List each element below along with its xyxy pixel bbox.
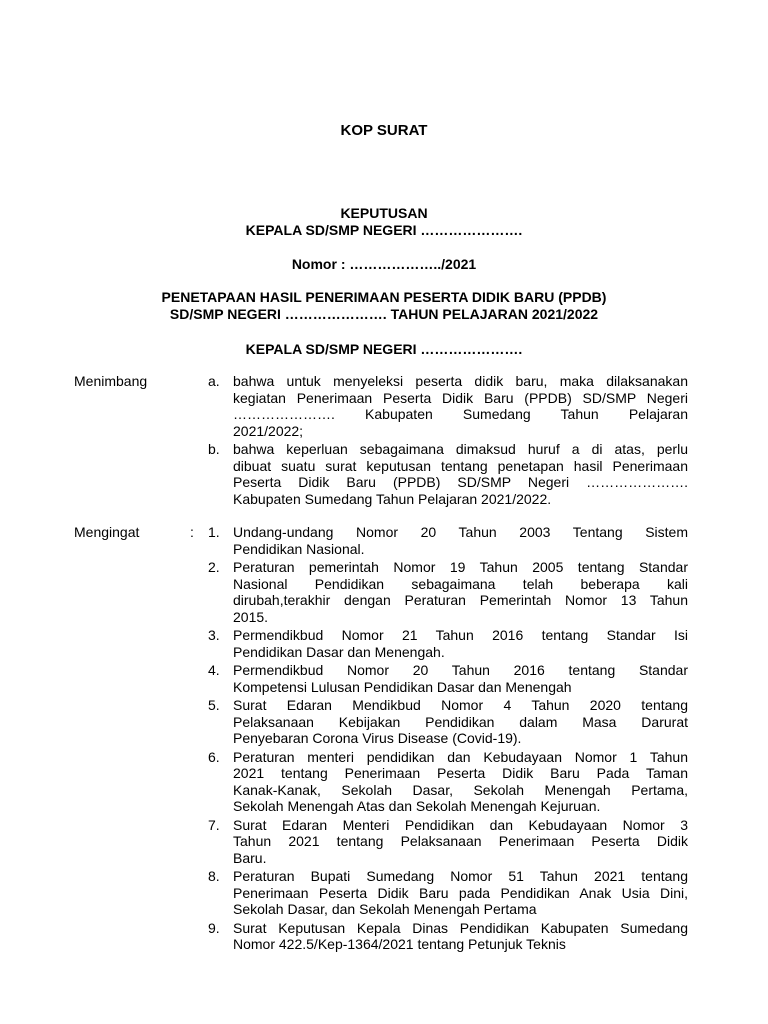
text-line: dirubah,terakhir dengan Peraturan Pemerintah Nomor 13 Tahun <box>233 592 688 608</box>
list-item-text <box>233 559 688 625</box>
text-line: Permendikbud Nomor 20 Tahun 2016 tentang Standar <box>233 662 688 678</box>
list-item <box>0 373 688 439</box>
penetapan-title-line2: SD/SMP NEGERI …………………. TAHUN PELAJARAN 2021/2022 <box>169 306 599 322</box>
list-item <box>0 749 688 815</box>
text-line: Sekolah Menengah Atas dan Sekolah Menengah Kejuruan. <box>233 798 601 814</box>
list-item <box>0 441 688 507</box>
list-marker: b. <box>208 441 220 457</box>
list-item <box>0 920 688 953</box>
list-item <box>0 524 688 557</box>
list-item-text <box>233 920 688 953</box>
text-line: Surat Edaran Menteri Pendidikan dan Kebudayaan Nomor 3 <box>233 816 688 833</box>
mengingat-label: Mengingat <box>74 524 140 540</box>
penetapan-title-line1: PENETAPAAN HASIL PENERIMAAN PESERTA DIDIK BARU (PPDB) <box>161 289 607 305</box>
list-item-text <box>233 524 688 557</box>
list-marker: 5. <box>208 697 220 713</box>
list-marker: 2. <box>208 559 220 575</box>
list-item <box>0 559 688 625</box>
text-line: Permendikbud Nomor 21 Tahun 2016 tentang Standar Isi <box>233 627 688 643</box>
text-line: Sekolah Dasar, dan Sekolah Menengah Pertama <box>233 901 537 917</box>
text-line: dibuat suatu surat keputusan tentang penetapan hasil Penerimaan <box>233 457 688 474</box>
list-item <box>0 627 688 660</box>
text-line: 2021 tentang Penerimaan Peserta Didik Baru Pada Taman <box>233 765 688 781</box>
menimbang-list <box>0 373 688 509</box>
list-marker: 9. <box>208 919 220 936</box>
text-line: Nomor 422.5/Kep-1364/2021 tentang Petunjuk Teknis <box>233 936 566 952</box>
text-line: Surat Edaran Mendikbud Nomor 4 Tahun 2020 tentang <box>233 697 688 713</box>
list-marker: 8. <box>208 868 220 884</box>
list-item-text <box>233 749 688 815</box>
text-line: Pelaksanaan Kebijakan Pendidikan dalam Masa Darurat <box>233 713 688 730</box>
list-item-text <box>233 697 688 747</box>
text-line: Penyebaran Corona Virus Disease (Covid-19). <box>233 730 522 746</box>
list-marker: 1. <box>208 524 220 540</box>
list-item-text <box>233 627 688 660</box>
list-item <box>0 817 688 867</box>
text-line: Nasional Pendidikan sebagaimana telah beberapa kali <box>233 575 688 592</box>
text-line: …………………. Kabupaten Sumedang Tahun Pelajaran <box>233 406 688 422</box>
list-item-text <box>233 817 688 867</box>
text-line: Tahun 2021 tentang Pelaksanaan Penerimaan Peserta Didik <box>233 833 688 849</box>
text-line: Undang-undang Nomor 20 Tahun 2003 Tentang Sistem <box>233 524 688 540</box>
mengingat-colon: : <box>190 524 194 540</box>
text-line: Pendidikan Dasar dan Menengah. <box>233 643 445 660</box>
list-item <box>0 868 688 918</box>
keputusan-title: KEPUTUSAN <box>340 205 428 221</box>
list-marker: 4. <box>208 662 220 678</box>
text-line: Pendidikan Nasional. <box>233 540 365 557</box>
menimbang-label: Menimbang <box>74 373 148 389</box>
list-marker: a. <box>208 373 220 389</box>
list-marker: 3. <box>208 627 220 643</box>
text-line: bahwa untuk menyeleksi peserta didik baru, maka dilaksanakan <box>233 373 688 389</box>
list-item-text <box>233 868 688 918</box>
text-line: bahwa keperluan sebagaimana dimaksud huruf a di atas, perlu <box>233 441 688 457</box>
kepala-sekolah-heading: KEPALA SD/SMP NEGERI …………………. <box>245 222 523 238</box>
text-line: Peraturan menteri pendidikan dan Kebudayaan Nomor 1 Tahun <box>233 748 688 765</box>
text-line: 2015. <box>233 608 269 625</box>
text-line: Kompetensi Lulusan Pendidikan Dasar dan Menengah <box>233 678 572 695</box>
text-line: Peraturan pemerintah Nomor 19 Tahun 2005 tentang Standar <box>233 559 688 575</box>
nomor-line: Nomor : ………………../2021 <box>291 256 477 272</box>
text-line: Peserta Didik Baru (PPDB) SD/SMP Negeri …………………. <box>233 474 688 490</box>
text-line: Surat Keputusan Kepala Dinas Pendidikan Kabupaten Sumedang <box>233 919 688 936</box>
list-item-text <box>233 662 688 695</box>
mengingat-list <box>0 524 688 955</box>
list-item-text <box>233 373 688 439</box>
list-item <box>0 697 688 747</box>
text-line: kegiatan Penerimaan Peserta Didik Baru (PPDB) SD/SMP Negeri <box>233 389 688 406</box>
list-marker: 6. <box>208 748 220 765</box>
text-line: Kabupaten Sumedang Tahun Pelajaran 2021/2022. <box>233 490 552 507</box>
text-line: 2021/2022; <box>233 422 304 439</box>
list-item-text <box>233 441 688 507</box>
list-marker: 7. <box>208 816 220 833</box>
kop-surat-heading: KOP SURAT <box>340 122 428 139</box>
text-line: Kanak-Kanak, Sekolah Dasar, Sekolah Menengah Pertama, <box>233 781 688 798</box>
text-line: Baru. <box>233 849 267 866</box>
list-item <box>0 662 688 695</box>
kepala-sekolah-heading-2: KEPALA SD/SMP NEGERI …………………. <box>245 341 523 357</box>
text-line: Penerimaan Peserta Didik Baru pada Pendidikan Anak Usia Dini, <box>233 884 688 901</box>
text-line: Peraturan Bupati Sumedang Nomor 51 Tahun 2021 tentang <box>233 868 688 884</box>
